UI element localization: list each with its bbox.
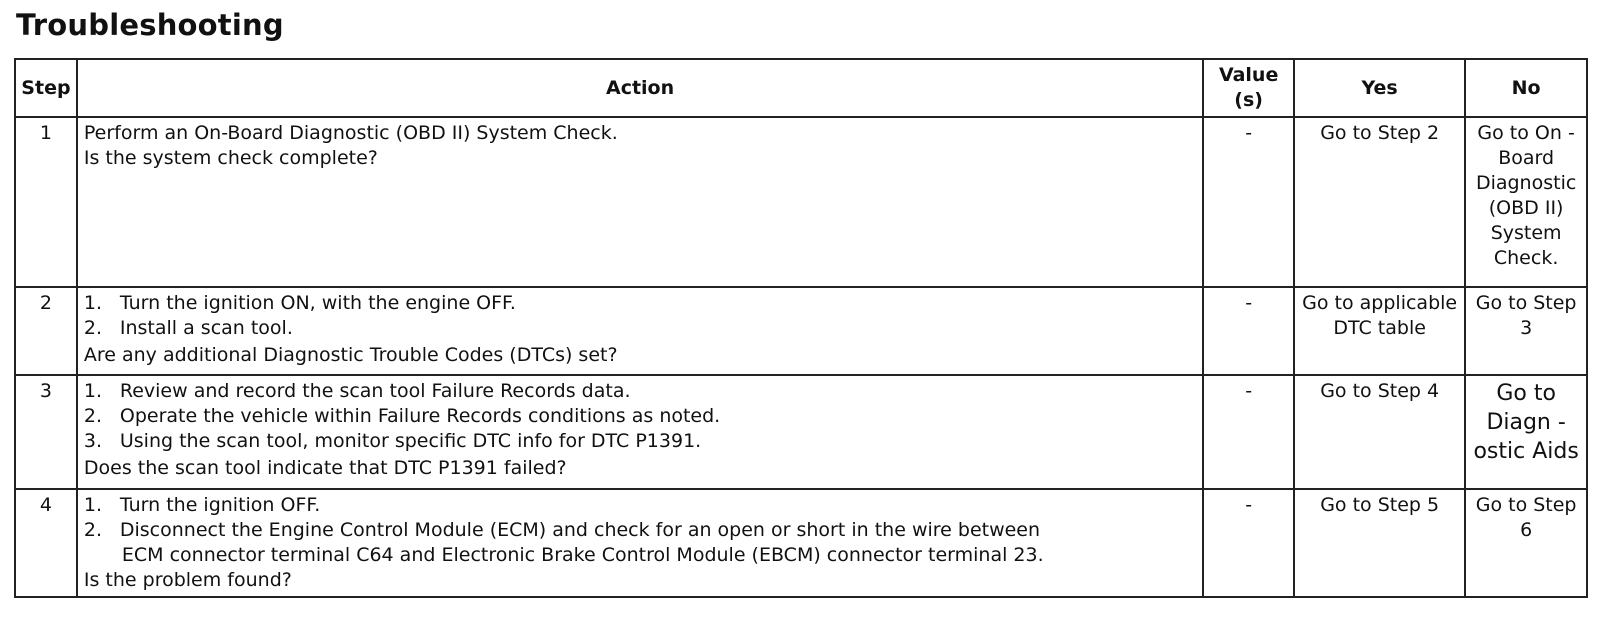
action-item: [84, 291, 1196, 316]
action-item: [84, 518, 1196, 543]
action-item-text: Turn the ignition OFF.: [119, 494, 321, 516]
no-cell: Go to Diagn - ostic Aids: [1465, 375, 1587, 489]
action-item-text: Review and record the scan tool Failure Records data.: [119, 380, 631, 402]
no-cell: Go to On -Board Diagnostic (OBD II) System Check.: [1465, 117, 1587, 287]
action-item-text: Operate the vehicle within Failure Records conditions as noted.: [119, 405, 721, 427]
action-item-number: 1.: [83, 494, 103, 516]
action-item-number: 2.: [83, 519, 103, 541]
value-cell: -: [1203, 489, 1294, 597]
yes-cell: Go to Step 4: [1294, 375, 1465, 489]
column-header-yes: Yes: [1294, 59, 1465, 117]
yes-cell: Go to Step 2: [1294, 117, 1465, 287]
action-item-number: 1.: [83, 380, 103, 402]
action-item-text: Disconnect the Engine Control Module (ECM) and check for an open or short in the wire between: [119, 519, 1041, 541]
value-cell: -: [1203, 287, 1294, 375]
column-header-value: Value (s): [1203, 59, 1294, 117]
action-cell: [77, 489, 1203, 597]
action-item: [84, 404, 1196, 429]
table-header-row: [15, 59, 1587, 117]
value-cell: -: [1203, 117, 1294, 287]
no-cell: Go to Step 3: [1465, 287, 1587, 375]
step-number: 2: [15, 287, 77, 375]
action-item-number: 3.: [83, 430, 103, 452]
action-question: Is the problem found?: [83, 569, 292, 591]
action-text: Perform an On-Board Diagnostic (OBD II) System Check.: [83, 122, 618, 144]
action-cell: [77, 375, 1203, 489]
action-item: [84, 429, 1196, 454]
table-row: [15, 287, 1587, 375]
action-item: [84, 493, 1196, 518]
action-question: Are any additional Diagnostic Trouble Codes (DTCs) set?: [83, 344, 618, 366]
column-header-action: Action: [77, 59, 1203, 117]
action-item-continuation: ECM connector terminal C64 and Electronic Brake Control Module (EBCM) connector terminal 23.: [121, 544, 1044, 566]
troubleshooting-table: [14, 58, 1588, 598]
step-number: 1: [15, 117, 77, 287]
page-title: Troubleshooting: [16, 8, 284, 42]
action-item-number: 2.: [83, 317, 103, 339]
action-item-number: 2.: [83, 405, 103, 427]
column-header-no: No: [1465, 59, 1587, 117]
step-number: 4: [15, 489, 77, 597]
action-item-text: Turn the ignition ON, with the engine OFF.: [119, 292, 516, 314]
yes-cell: Go to applicable DTC table: [1294, 287, 1465, 375]
action-cell: [77, 287, 1203, 375]
action-item: [84, 379, 1196, 404]
column-header-step: Step: [15, 59, 77, 117]
action-question: Does the scan tool indicate that DTC P1391 failed?: [83, 457, 567, 479]
action-item-number: 1.: [83, 292, 103, 314]
value-cell: -: [1203, 375, 1294, 489]
action-question: Is the system check complete?: [83, 147, 378, 169]
action-cell: [77, 117, 1203, 287]
table-row: [15, 489, 1587, 597]
no-cell: Go to Step 6: [1465, 489, 1587, 597]
action-item-text: Install a scan tool.: [119, 317, 293, 339]
action-item-text: Using the scan tool, monitor specific DTC info for DTC P1391.: [119, 430, 702, 452]
yes-cell: Go to Step 5: [1294, 489, 1465, 597]
table-row: [15, 375, 1587, 489]
action-item: [84, 316, 1196, 341]
table-row: [15, 117, 1587, 287]
step-number: 3: [15, 375, 77, 489]
